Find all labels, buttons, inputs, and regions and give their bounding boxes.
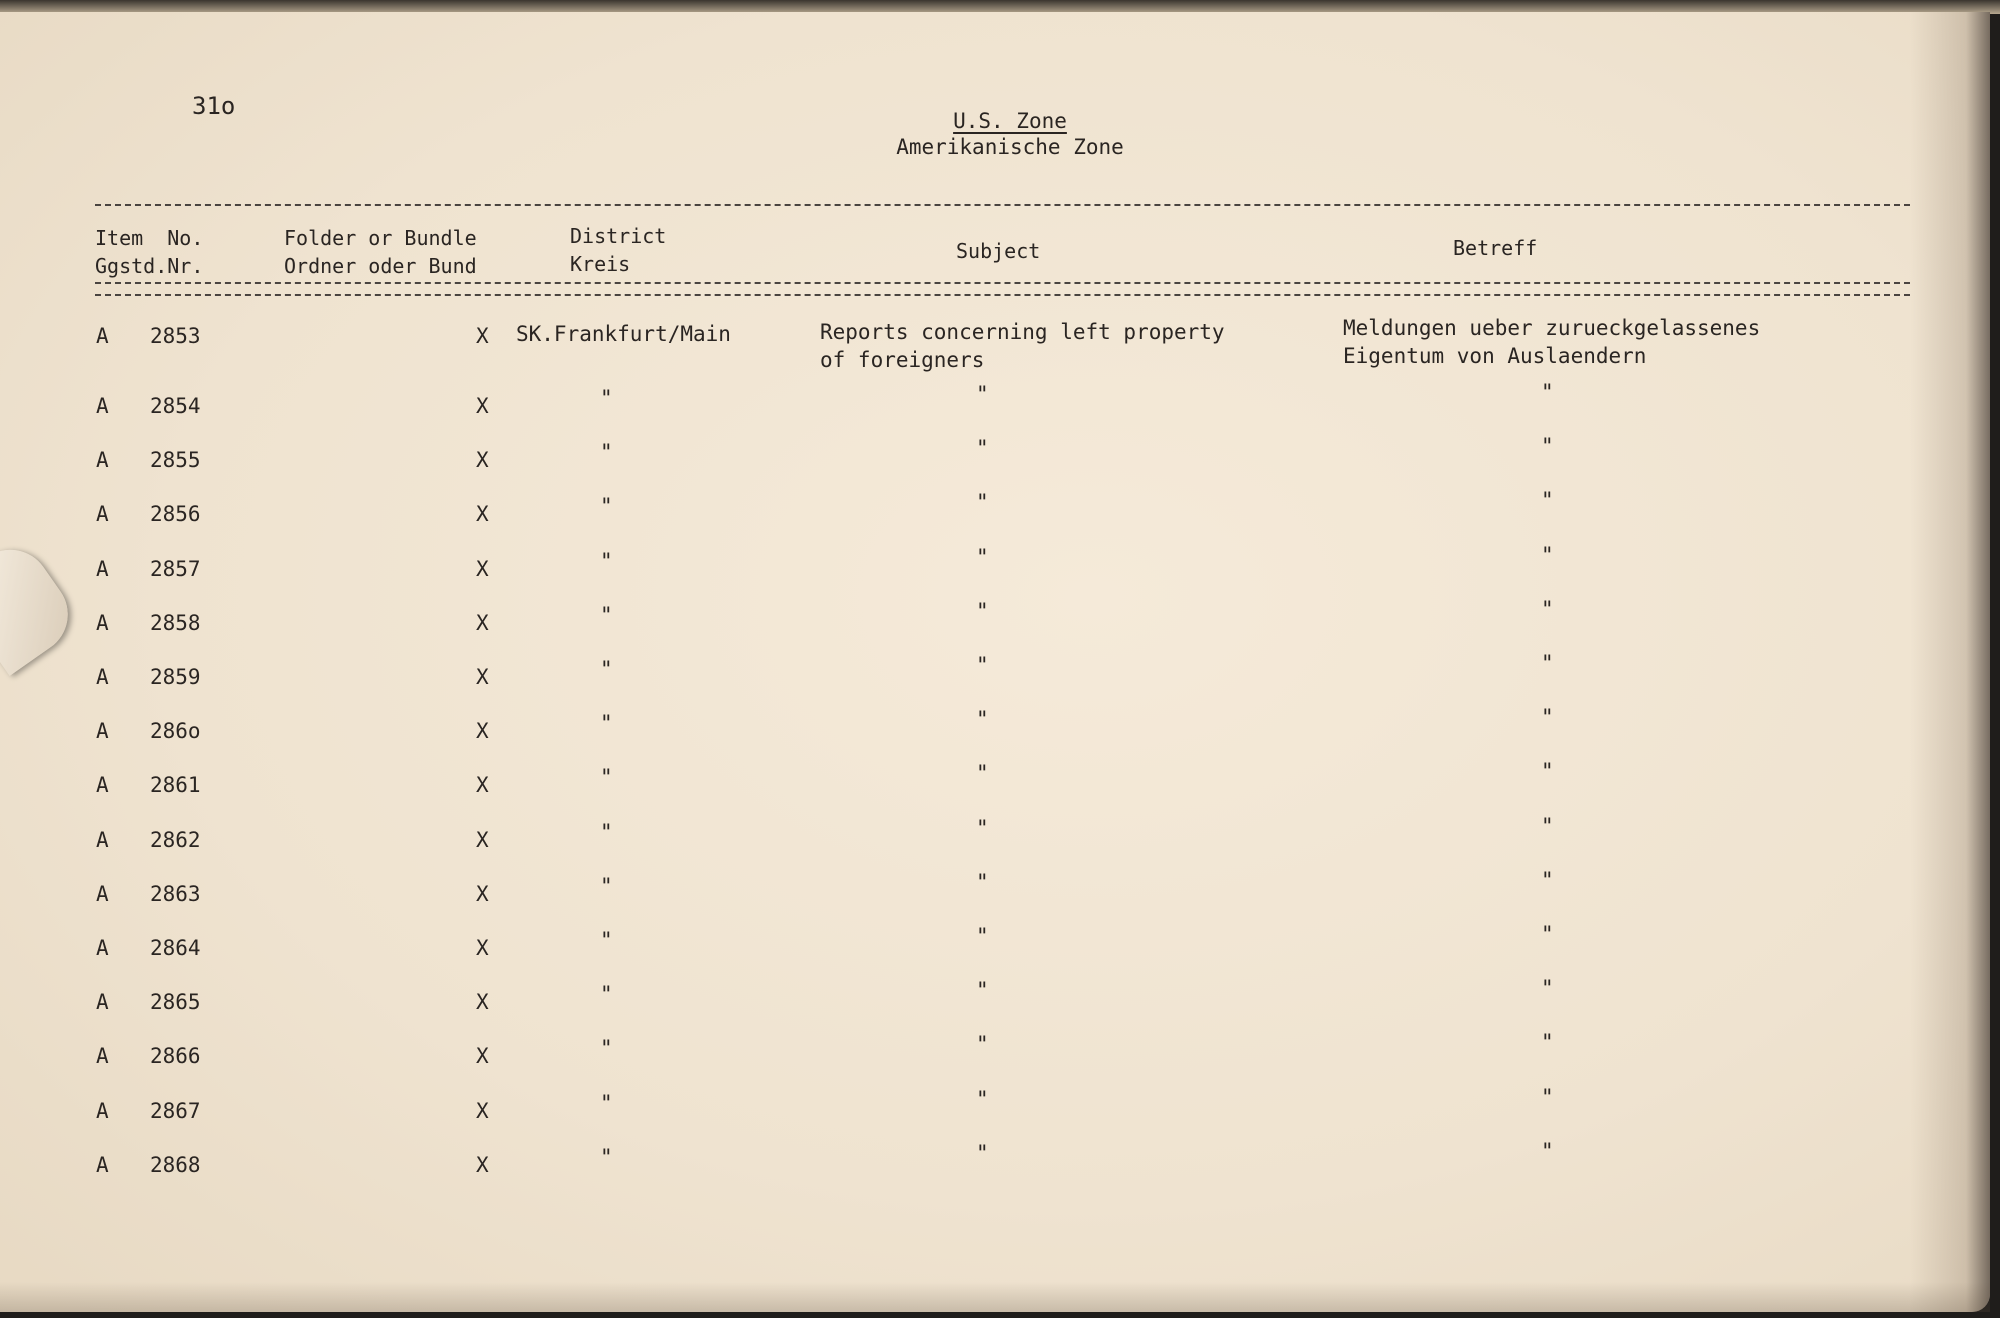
folder-mark: X bbox=[476, 448, 489, 473]
column-header-folder bbox=[284, 224, 477, 280]
district-ditto: " bbox=[600, 602, 613, 627]
zone-heading-german: Amerikanische Zone bbox=[896, 135, 1124, 159]
header-top-rule bbox=[95, 204, 1910, 206]
item-letter: A bbox=[96, 773, 109, 798]
item-letter: A bbox=[96, 324, 109, 348]
column-header-folder-de: Ordner oder Bund bbox=[284, 254, 477, 278]
betreff-ditto: " bbox=[1541, 976, 1554, 1001]
column-header-betreff: Betreff bbox=[1453, 236, 1538, 260]
zone-heading-english: U.S. Zone bbox=[953, 109, 1067, 133]
item-number: 2855 bbox=[150, 448, 201, 473]
table-row bbox=[0, 651, 1990, 705]
district-ditto: " bbox=[600, 873, 613, 898]
betreff-ditto: " bbox=[1541, 1030, 1554, 1055]
subject-ditto: " bbox=[976, 869, 989, 894]
item-letter: A bbox=[96, 1152, 109, 1177]
table-row bbox=[0, 1030, 1990, 1084]
district-ditto: " bbox=[600, 386, 613, 410]
item-letter: A bbox=[96, 1098, 109, 1123]
subject-line-1: Reports concerning left property bbox=[820, 320, 1225, 344]
item-letter: A bbox=[96, 881, 109, 906]
folder-mark: X bbox=[476, 719, 489, 744]
betreff-ditto: " bbox=[1541, 651, 1554, 675]
table-row bbox=[0, 813, 1990, 868]
column-header-item-de: Ggstd.Nr. bbox=[95, 254, 204, 278]
table-row bbox=[0, 976, 1990, 1030]
betreff-ditto: " bbox=[1541, 380, 1554, 404]
subject-ditto: " bbox=[976, 761, 989, 786]
subject-ditto: " bbox=[976, 382, 989, 406]
table-row bbox=[0, 1084, 1990, 1139]
page-number: 31o bbox=[192, 92, 236, 120]
district-ditto: " bbox=[600, 819, 613, 844]
item-number: 2867 bbox=[150, 1098, 201, 1123]
item-letter: A bbox=[96, 665, 109, 689]
district-cell: SK.Frankfurt/Main bbox=[516, 322, 731, 346]
betreff-line-2: Eigentum von Auslaendern bbox=[1343, 344, 1647, 368]
betreff-ditto: " bbox=[1541, 922, 1554, 946]
betreff-ditto: " bbox=[1541, 434, 1554, 459]
table-row bbox=[0, 922, 1990, 976]
zone-heading bbox=[860, 108, 1160, 160]
subject-ditto: " bbox=[976, 436, 989, 461]
subject-ditto: " bbox=[976, 1086, 989, 1111]
district-ditto: " bbox=[600, 1036, 613, 1061]
table-row bbox=[0, 867, 1990, 922]
item-number: 2862 bbox=[150, 827, 201, 852]
district-ditto: " bbox=[600, 765, 613, 790]
item-number: 286o bbox=[150, 719, 201, 744]
betreff-ditto: " bbox=[1541, 1084, 1554, 1109]
district-ditto: " bbox=[600, 1144, 613, 1169]
folder-mark: X bbox=[476, 502, 489, 527]
table-row bbox=[0, 705, 1990, 759]
item-letter: A bbox=[96, 719, 109, 744]
item-number: 2865 bbox=[150, 990, 201, 1015]
item-letter: A bbox=[96, 1044, 109, 1069]
folder-mark: X bbox=[476, 881, 489, 906]
column-header-district-en: District bbox=[570, 224, 667, 248]
table-row bbox=[0, 316, 1990, 372]
betreff-ditto: " bbox=[1541, 488, 1554, 513]
table-row bbox=[0, 596, 1990, 651]
item-letter: A bbox=[96, 448, 109, 473]
item-letter: A bbox=[96, 394, 109, 418]
item-number: 2853 bbox=[150, 324, 201, 348]
subject-ditto: " bbox=[976, 544, 989, 569]
subject-ditto: " bbox=[976, 978, 989, 1003]
betreff-ditto: " bbox=[1541, 542, 1554, 567]
folder-mark: X bbox=[476, 394, 489, 418]
betreff-ditto: " bbox=[1541, 867, 1554, 892]
item-number: 2864 bbox=[150, 936, 201, 960]
column-header-item bbox=[95, 224, 203, 280]
district-ditto: " bbox=[600, 548, 613, 573]
item-number: 2858 bbox=[150, 610, 201, 635]
item-letter: A bbox=[96, 502, 109, 527]
column-header-item-en: Item No. bbox=[95, 226, 204, 250]
subject-line-2: of foreigners bbox=[820, 348, 985, 372]
item-number: 2868 bbox=[150, 1152, 201, 1177]
betreff-ditto: " bbox=[1541, 705, 1554, 730]
header-upper-divider bbox=[95, 282, 1910, 284]
item-number: 2859 bbox=[150, 665, 201, 689]
table-row bbox=[0, 434, 1990, 488]
subject-ditto: " bbox=[976, 490, 989, 515]
folder-mark: X bbox=[476, 773, 489, 798]
document-page bbox=[0, 12, 1990, 1312]
table-row bbox=[0, 488, 1990, 542]
item-number: 2861 bbox=[150, 773, 201, 798]
item-number: 2863 bbox=[150, 881, 201, 906]
column-header-folder-en: Folder or Bundle bbox=[284, 226, 477, 250]
folder-mark: X bbox=[476, 665, 489, 689]
column-header-subject: Subject bbox=[956, 239, 1041, 263]
district-ditto: " bbox=[600, 928, 613, 952]
district-ditto: " bbox=[600, 440, 613, 465]
district-ditto: " bbox=[600, 982, 613, 1007]
folder-mark: X bbox=[476, 990, 489, 1015]
district-ditto: " bbox=[600, 657, 613, 681]
subject-ditto: " bbox=[976, 653, 989, 677]
item-letter: A bbox=[96, 936, 109, 960]
subject-ditto: " bbox=[976, 924, 989, 948]
table-row bbox=[0, 1138, 1990, 1193]
item-number: 2856 bbox=[150, 502, 201, 527]
item-letter: A bbox=[96, 610, 109, 635]
column-header-district bbox=[570, 222, 666, 278]
item-number: 2854 bbox=[150, 394, 201, 418]
page-bottom-shadow bbox=[0, 1282, 1990, 1312]
folder-mark: X bbox=[476, 936, 489, 960]
item-letter: A bbox=[96, 556, 109, 581]
subject-ditto: " bbox=[976, 1140, 989, 1165]
item-letter: A bbox=[96, 827, 109, 852]
header-bottom-rule bbox=[95, 294, 1910, 296]
betreff-ditto: " bbox=[1541, 1138, 1554, 1163]
folder-mark: X bbox=[476, 827, 489, 852]
betreff-line-1: Meldungen ueber zurueckgelassenes bbox=[1343, 316, 1761, 340]
subject-ditto: " bbox=[976, 598, 989, 623]
table-row bbox=[0, 759, 1990, 813]
table-row bbox=[0, 380, 1990, 434]
subject-ditto: " bbox=[976, 815, 989, 840]
subject-ditto: " bbox=[976, 707, 989, 732]
folder-mark: X bbox=[476, 1098, 489, 1123]
betreff-ditto: " bbox=[1541, 813, 1554, 838]
district-ditto: " bbox=[600, 711, 613, 736]
item-letter: A bbox=[96, 990, 109, 1015]
betreff-ditto: " bbox=[1541, 596, 1554, 621]
folder-mark: X bbox=[476, 324, 489, 348]
column-header-district-de: Kreis bbox=[570, 252, 631, 276]
folder-mark: X bbox=[476, 1044, 489, 1069]
table-row bbox=[0, 542, 1990, 597]
betreff-ditto: " bbox=[1541, 759, 1554, 784]
district-ditto: " bbox=[600, 1090, 613, 1115]
item-number: 2857 bbox=[150, 556, 201, 581]
folder-mark: X bbox=[476, 556, 489, 581]
item-number: 2866 bbox=[150, 1044, 201, 1069]
subject-ditto: " bbox=[976, 1032, 989, 1057]
folder-mark: X bbox=[476, 610, 489, 635]
district-ditto: " bbox=[600, 494, 613, 519]
folder-mark: X bbox=[476, 1152, 489, 1177]
